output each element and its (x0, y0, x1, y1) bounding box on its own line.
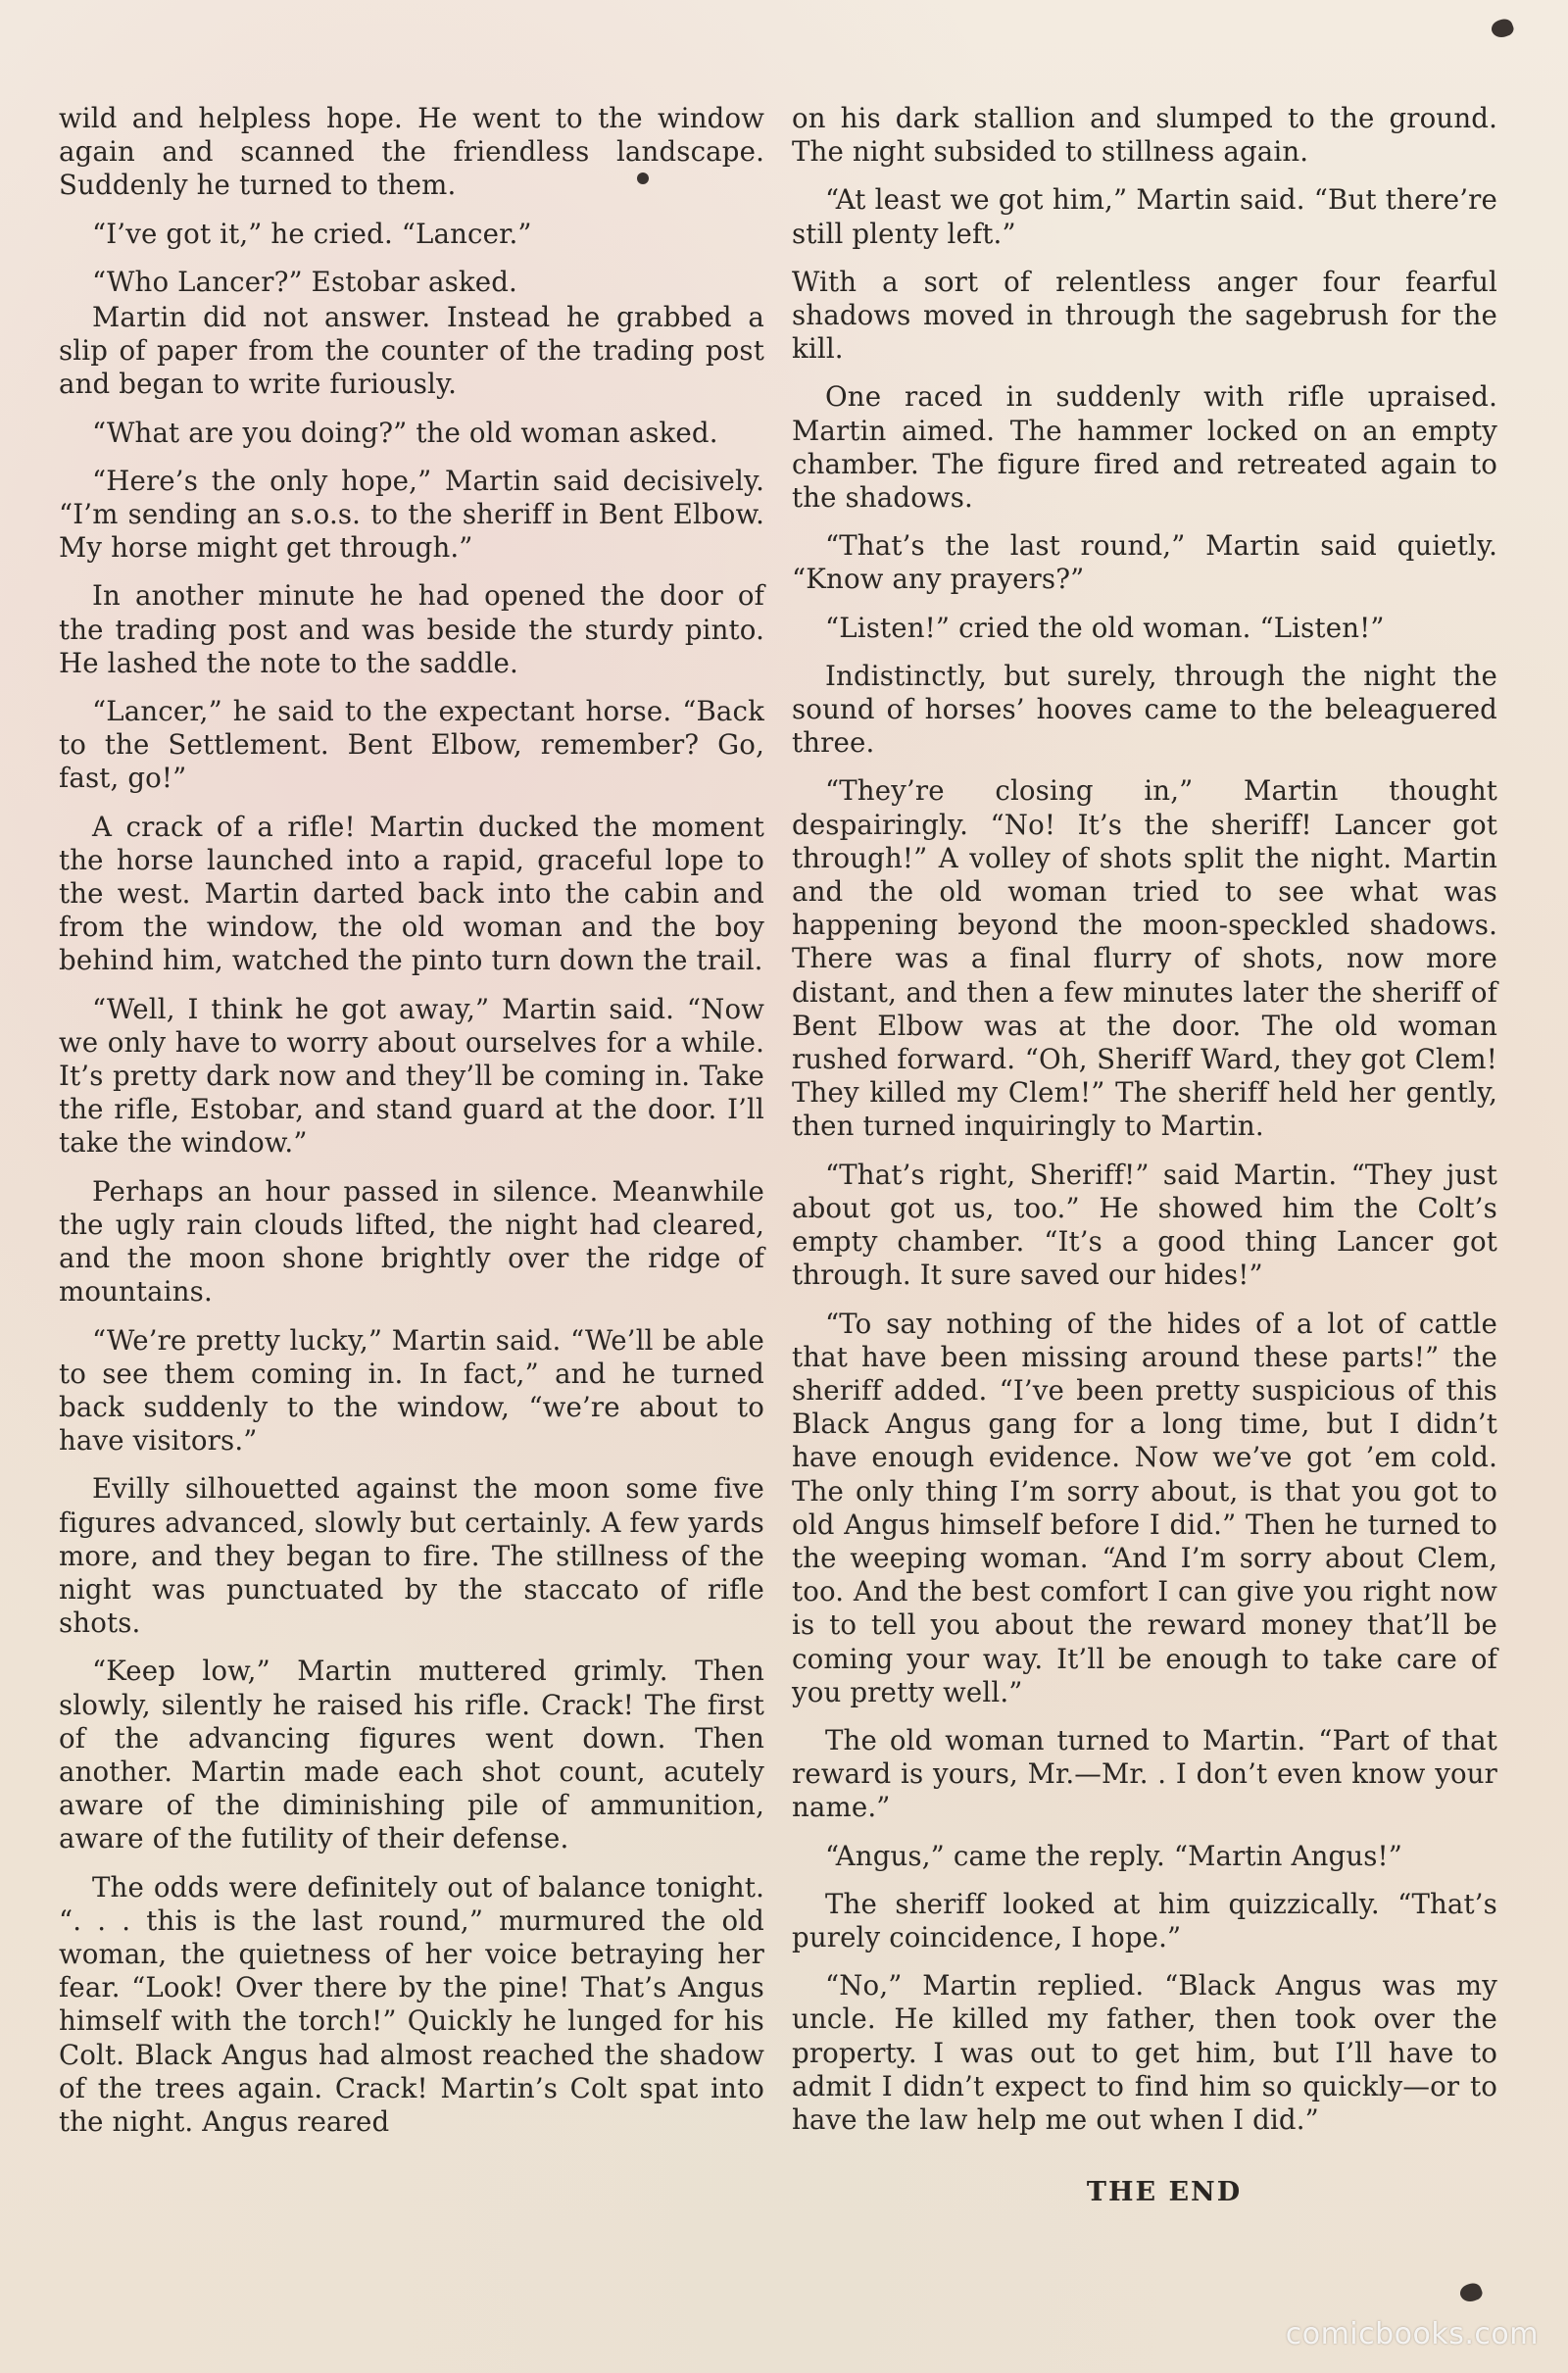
paragraph: “I’ve got it,” he cried. “Lancer.” (92, 217, 532, 250)
paragraph: “To say nothing of the hides of a lot of cattle that have been missing around these parts!” the sheriff added. “I’ve been pretty suspicious of this Black Angus gang for a long time, but I didn’t have enough evidence. Now we’ve got ’em cold. The only thing I’m sorry about, is that you got to old Angus himself before I did.” Then he turned to the weeping woman. “And I’m sorry about Clem, too. And the best comfort I can give you right now is to tell you about the reward money that’ll be coming your way. It’ll be enough to take care of you pretty well.” (792, 1307, 1497, 1708)
paragraph: The odds were definitely out of balance tonight. “. . . this is the last round,” murmured the old woman, the quietness of her voice betraying her fear. “Look! Over there by the pine! That’s Angus himself with the torch!” Quickly he lunged for his Colt. Black Angus had almost reached the shadow of the trees again. Crack! Martin’s Colt spat into the night. Angus reared (59, 1870, 764, 2138)
paragraph: In another minute he had opened the door of the trading post and was beside the sturdy pinto. He lashed the note to the saddle. (59, 579, 764, 679)
paragraph: A crack of a rifle! Martin ducked the moment the horse launched into a rapid, graceful lope to the west. Martin darted back into the cabin and from the window, the old woman and the boy behind him, watched the pinto turn down the trail. (59, 810, 764, 977)
corner-staple-mark-top (1490, 17, 1516, 40)
paragraph: “That’s the last round,” Martin said quietly. “Know any prayers?” (792, 529, 1497, 596)
left-column (59, 102, 764, 2153)
paragraph: Perhaps an hour passed in silence. Meanwhile the ugly rain clouds lifted, the night had cleared, and the moon shone brightly over the ridge of mountains. (59, 1174, 764, 1309)
paragraph: Martin did not answer. Instead he grabbed a slip of paper from the counter of the trading post and began to write furiously. (59, 301, 764, 401)
paragraph: Indistinctly, but surely, through the night the sound of horses’ hooves came to the beleaguered three. (792, 659, 1497, 760)
paragraph: The sheriff looked at him quizzically. “That’s purely coincidence, I hope.” (792, 1887, 1497, 1953)
paragraph: “Well, I think he got away,” Martin said. “Now we only have to worry about ourselves for a while. It’s pretty dark now and they’ll be coming in. Take the rifle, Estobar, and stand guard at the door. I’ll take the window.” (59, 992, 764, 1160)
paragraph: wild and helpless hope. He went to the window again and scanned the friendless landscape. Suddenly he turned to them. (59, 102, 764, 202)
site-watermark: comicbooks.com (1285, 2317, 1539, 2351)
paragraph: “Lancer,” he said to the expectant horse. “Back to the Settlement. Bent Elbow, remember? Go, fast, go!” (59, 695, 764, 795)
paragraph: “What are you doing?” the old woman asked. (92, 416, 718, 449)
paragraph: “Angus,” came the reply. “Martin Angus!” (825, 1839, 1403, 1872)
right-column (792, 102, 1497, 2224)
paragraph: “Here’s the only hope,” Martin said decisively. “I’m sending an s.o.s. to the sheriff in Bent Elbow. My horse might get through.” (59, 464, 764, 565)
paragraph: “At least we got him,” Martin said. “But there’re still plenty left.” (792, 183, 1497, 250)
paragraph: “Who Lancer?” Estobar asked. (92, 265, 517, 298)
paragraph: “Keep low,” Martin muttered grimly. Then slowly, silently he raised his rifle. Crack! The first of the advancing figures went down. Then another. Martin made each shot count, acutely aware of the diminishing pile of ammunition, aware of the futility of their defense. (59, 1655, 764, 1855)
paragraph: “They’re closing in,” Martin thought despairingly. “No! It’s the sheriff! Lancer got through!” A volley of shots split the night. Martin and the old woman tried to see what was happening beyond the moon-speckled shadows. There was a final flurry of shots, now more distant, and then a few minutes later the sheriff of Bent Elbow was at the door. The old woman rushed forward. “Oh, Sheriff Ward, they got Clem! They killed my Clem!” The sheriff held her gently, then turned inquiringly to Martin. (792, 774, 1497, 1143)
corner-staple-mark-bottom (1458, 2281, 1485, 2304)
paragraph: “No,” Martin replied. “Black Angus was my uncle. He killed my father, then took over the property. I was out to get him, but I’ll have to admit I didn’t expect to find him so quickly—or to have the law help me out when I did.” (792, 1969, 1497, 2136)
paragraph: “That’s right, Sheriff!” said Martin. “They just about got us, too.” He showed him the Colt’s empty chamber. “It’s a good thing Lancer got through. It sure saved our hides!” (792, 1158, 1497, 1292)
paragraph: Evilly silhouetted against the moon some five figures advanced, slowly but certainly. A few yards more, and they began to fire. The stillness of the night was punctuated by the staccato of rifle shots. (59, 1472, 764, 1640)
paragraph: on his dark stallion and slumped to the ground. The night subsided to stillness again. (792, 102, 1497, 169)
paragraph: With a sort of relentless anger four fearful shadows moved in through the sagebrush for the kill. (792, 265, 1497, 366)
paragraph: The old woman turned to Martin. “Part of that reward is yours, Mr.—Mr. . I don’t even know your name.” (792, 1723, 1497, 1824)
paragraph: “Listen!” cried the old woman. “Listen!” (825, 611, 1385, 644)
paragraph: “We’re pretty lucky,” Martin said. “We’ll be able to see them coming in. In fact,” and he turned back suddenly to the window, “we’re about to have visitors.” (59, 1323, 764, 1458)
paragraph: One raced in suddenly with rifle upraised. Martin aimed. The hammer locked on an empty chamber. The figure fired and retreated again to the shadows. (792, 380, 1497, 515)
story-end-label: THE END (1086, 2177, 1243, 2208)
